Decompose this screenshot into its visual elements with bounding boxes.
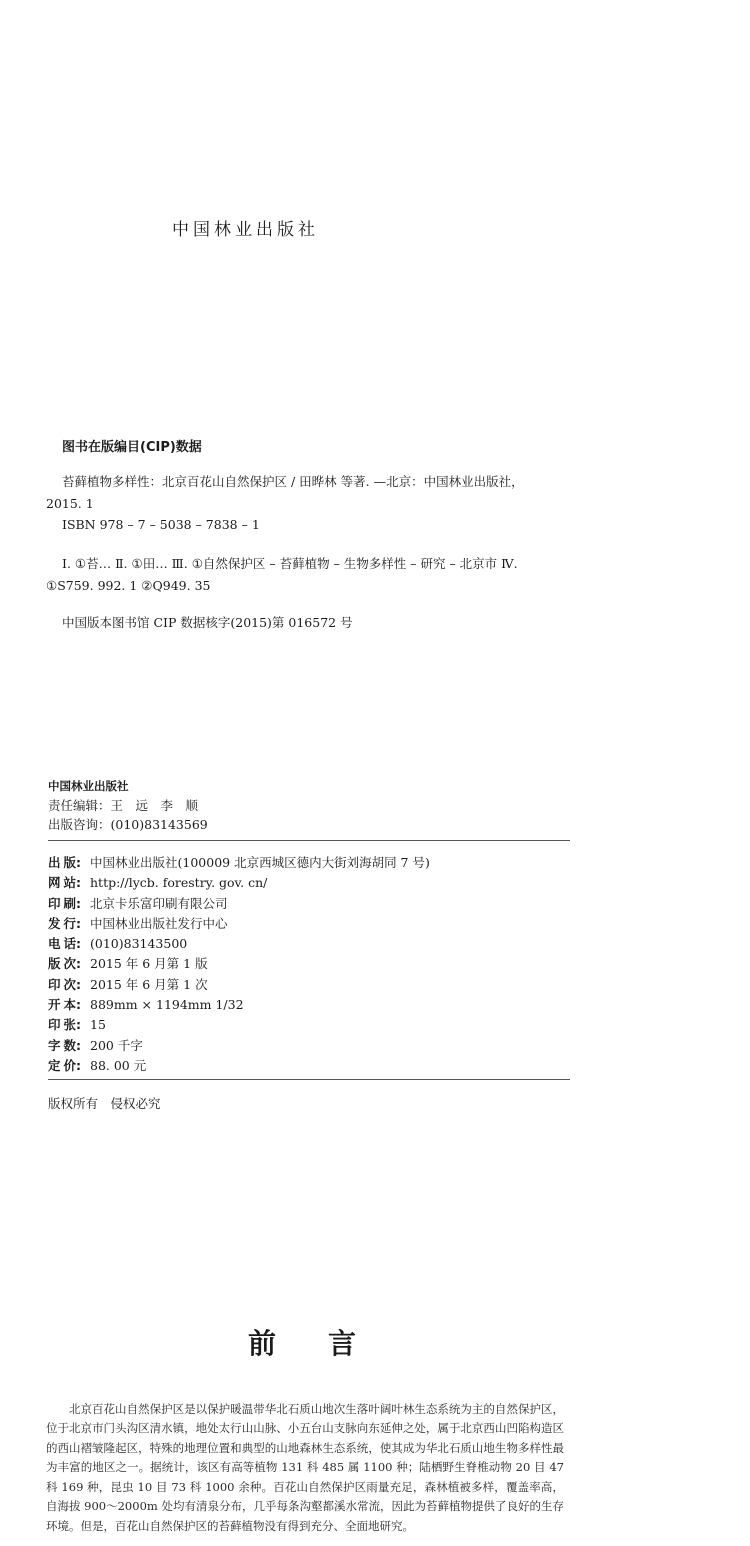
imprint-value: 200 千字	[90, 1037, 143, 1053]
cip-entry-date: 2015. 1	[46, 496, 94, 511]
cip-classification: Ⅰ. ①苔… Ⅱ. ①田… Ⅲ. ①自然保护区 – 苔藓植物 – 生物多样性 – 研究 – 北京市 Ⅳ.	[62, 556, 518, 571]
imprint-publisher: 中国林业出版社	[48, 779, 129, 793]
cip-isbn: ISBN 978 – 7 – 5038 – 7838 – 1	[62, 517, 260, 532]
imprint-label: 版次:	[48, 956, 81, 972]
cip-entry-line: 苔藓植物多样性：北京百花山自然保护区 / 田晔林 等著. —北京：中国林业出版社，	[62, 474, 524, 489]
cip-record-number: 中国版本图书馆 CIP 数据核字(2015)第 016572 号	[62, 615, 353, 630]
preface-title: 前言	[248, 1327, 409, 1360]
cip-heading: 图书在版编目(CIP)数据	[62, 440, 202, 455]
imprint-value: 2015 年 6 月第 1 次	[90, 976, 208, 992]
imprint-row	[48, 995, 430, 1015]
divider-top	[48, 840, 570, 841]
imprint-value: 88. 00 元	[90, 1057, 147, 1073]
imprint-value: 889mm × 1194mm 1/32	[90, 997, 244, 1013]
imprint-row	[48, 1015, 430, 1035]
publisher-title: 中国林业出版社	[172, 220, 319, 240]
imprint-label: 字数:	[48, 1037, 81, 1053]
imprint-row	[48, 975, 430, 995]
imprint-label: 开本:	[48, 997, 81, 1013]
imprint-label: 发行:	[48, 915, 81, 931]
imprint-consult-phone: 出版咨询：(010)83143569	[48, 817, 208, 832]
imprint-row	[48, 934, 430, 954]
imprint-value: (010)83143500	[90, 936, 188, 952]
imprint-value: 中国林业出版社(100009 北京西城区德内大街刘海胡同 7 号)	[90, 855, 430, 870]
imprint-label: 电话:	[48, 936, 81, 952]
imprint-editors: 责任编辑：王 远 李 顺	[48, 798, 199, 813]
imprint-row	[48, 914, 430, 934]
imprint-label: 印张:	[48, 1017, 81, 1033]
preface-paragraph: 北京百花山自然保护区是以保护暖温带华北石质山地次生落叶阔叶林生态系统为主的自然保护区，位于北京市门头沟区清水镇，地处太行山山脉、小五台山支脉向东延伸之处，属于北京西山凹陷构造区的西山褶皱隆起区，特殊的地理位置和典型的山地森林生态系统，使其成为华北石质山地生物多样性最为丰富的地区之一。据统计，该区有高等植物 131 科 485 属 1100 种；陆栖野生脊椎动物 20 目 47 科 169 种，昆虫 10 目 73 科 1000 余种。百花山自然保护区雨量充足，森林植被多样，覆盖率高，自海拔 900～2000m 处均有清泉分布，几乎每条沟壑都溪水常流，因此为苔藓植物提供了良好的生存环境。但是，百花山自然保护区的苔藓植物没有得到充分、全面地研究。	[46, 1401, 564, 1533]
imprint-details	[48, 853, 430, 1076]
imprint-value: 中国林业出版社发行中心	[90, 915, 228, 931]
imprint-value: 2015 年 6 月第 1 版	[90, 956, 208, 972]
imprint-value: 北京卡乐富印刷有限公司	[90, 895, 228, 911]
imprint-label: 印次:	[48, 976, 81, 992]
imprint-row	[48, 954, 430, 974]
imprint-row	[48, 1056, 430, 1076]
imprint-row	[48, 894, 430, 914]
copyright-notice: 版权所有 侵权必究	[48, 1096, 161, 1111]
imprint-row	[48, 1036, 430, 1056]
divider-bottom	[48, 1079, 570, 1080]
imprint-website[interactable]: http://lycb. forestry. gov. cn/	[90, 875, 268, 891]
imprint-value: 15	[90, 1017, 106, 1033]
imprint-row	[48, 853, 430, 873]
imprint-label: 印刷:	[48, 895, 81, 911]
imprint-label: 出版:	[48, 855, 81, 870]
imprint-label: 网站:	[48, 875, 81, 891]
cip-classification-codes: ①S759. 992. 1 ②Q949. 35	[46, 578, 211, 593]
imprint-row	[48, 873, 430, 893]
imprint-label: 定价:	[48, 1057, 81, 1073]
